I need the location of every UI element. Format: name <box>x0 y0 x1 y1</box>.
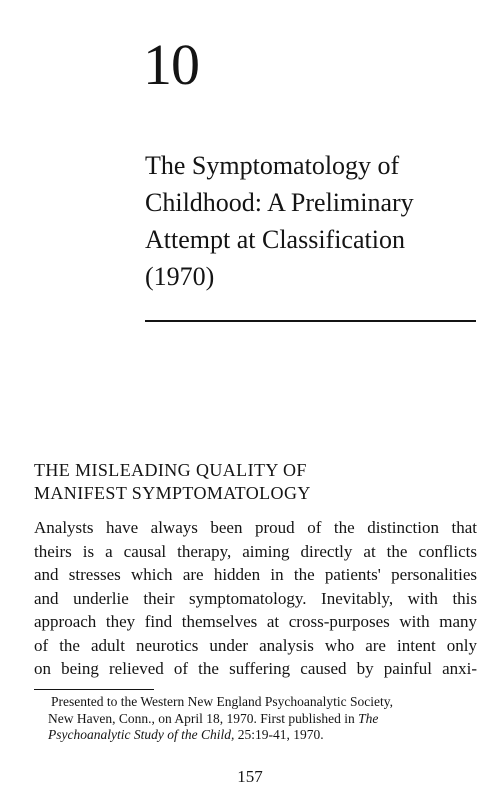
body-line: theirs is a causal therapy, aiming directly at the conflicts <box>34 541 477 561</box>
title-divider <box>145 320 476 322</box>
page-number: 157 <box>237 767 263 786</box>
body-line: approach they find themselves at cross-purposes with many <box>34 612 477 631</box>
footnote-journal-title: The <box>358 710 379 726</box>
body-line: and stresses which are hidden in the patients' personalities <box>34 565 477 584</box>
footnote-journal-title: Psychoanalytic Study of the Child, <box>48 727 235 742</box>
body-line: and underlie their symptomatology. Inevitably, with this <box>34 588 477 608</box>
footnote-line <box>34 727 477 744</box>
section-heading-line: MANIFEST SYMPTOMATOLOGY <box>34 483 311 503</box>
chapter-number: 10 <box>143 32 199 97</box>
body-paragraph <box>34 516 477 681</box>
section-heading <box>34 459 311 505</box>
body-line: of the adult neurotics under analysis who are intent only <box>34 635 477 655</box>
chapter-title <box>145 147 485 295</box>
body-line: on being relieved of the suffering caused by painful anxi- <box>34 659 477 678</box>
chapter-year: (1970) <box>145 262 215 291</box>
footnote-line: Presented to the Western New England Psychoanalytic Society, <box>51 694 393 709</box>
section-heading-line: THE MISLEADING QUALITY OF <box>34 460 307 480</box>
footnote-citation: 25:19-41, 1970. <box>234 727 324 742</box>
chapter-title-line: Attempt at Classification <box>145 225 405 254</box>
chapter-title-line: Childhood: A Preliminary <box>145 188 414 217</box>
footnote-text: New Haven, Conn., on April 18, 1970. First published in <box>48 710 359 726</box>
footnote-divider <box>34 689 154 690</box>
footnote <box>34 694 477 744</box>
footnote-line <box>34 711 477 728</box>
chapter-title-line: The Symptomatology of <box>145 151 400 180</box>
body-line: Analysts have always been proud of the distinction that <box>34 518 477 537</box>
